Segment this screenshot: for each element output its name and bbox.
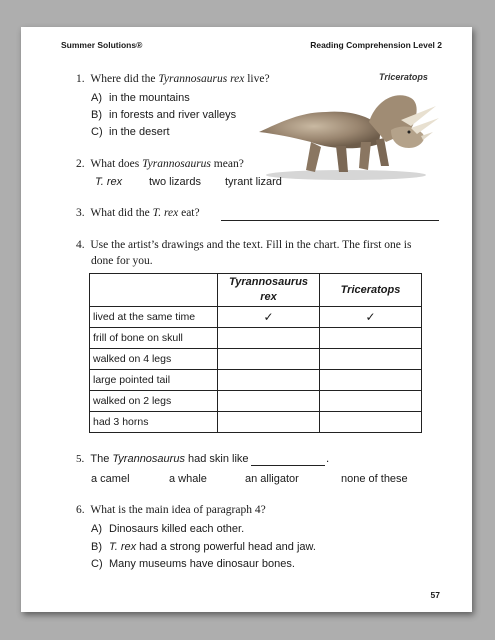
q5-choice-2[interactable]: a whale	[169, 473, 207, 485]
table-row	[90, 391, 422, 412]
answer-cell[interactable]	[320, 349, 422, 370]
question-3: 3. What did the T. rex eat?	[76, 207, 200, 219]
row-label: had 3 horns	[90, 412, 218, 433]
table-row	[90, 328, 422, 349]
q5-answer-line[interactable]	[251, 465, 325, 466]
question-4-line-1: 4. Use the artist’s drawings and the text. Fill in the chart. The first one is	[76, 239, 412, 251]
worksheet-page	[21, 27, 472, 612]
page-number: 57	[430, 590, 440, 600]
answer-cell[interactable]	[218, 328, 320, 349]
row-label: walked on 4 legs	[90, 349, 218, 370]
question-4-line-2: done for you.	[91, 255, 153, 267]
chart-header-triceratops: Triceratops	[320, 274, 422, 307]
row-label: lived at the same time	[90, 307, 218, 328]
header-section-title: Reading Comprehension Level 2	[310, 40, 442, 50]
q5-choice-4[interactable]: none of these	[341, 473, 408, 485]
chart-header-empty	[90, 274, 218, 307]
q1-option-c[interactable]: C) in the desert	[91, 126, 170, 138]
chart-header-row	[90, 274, 422, 307]
question-5: 5. The Tyrannosaurus had skin like	[76, 453, 249, 465]
answer-cell[interactable]	[218, 412, 320, 433]
answer-cell[interactable]	[320, 328, 422, 349]
answer-cell[interactable]	[320, 370, 422, 391]
table-row	[90, 412, 422, 433]
q6-option-b[interactable]: B) T. rex had a strong powerful head and jaw.	[91, 541, 316, 553]
table-row	[90, 349, 422, 370]
row-label: frill of bone on skull	[90, 328, 218, 349]
q6-option-c[interactable]: C) Many museums have dinosaur bones.	[91, 558, 295, 570]
image-caption: Triceratops	[379, 72, 428, 82]
header-book-title: Summer Solutions®	[61, 40, 143, 50]
table-row	[90, 370, 422, 391]
chart-header-t-rex: Tyrannosaurus rex	[218, 274, 320, 307]
q1-option-a[interactable]: A) in the mountains	[91, 92, 190, 104]
answer-cell[interactable]	[218, 370, 320, 391]
answer-cell[interactable]	[320, 412, 422, 433]
checkmark-icon[interactable]: ✓	[218, 307, 320, 328]
answer-cell[interactable]	[218, 391, 320, 412]
table-row	[90, 307, 422, 328]
q3-answer-line[interactable]	[221, 220, 439, 221]
question-2: 2. What does Tyrannosaurus mean?	[76, 158, 244, 170]
q5-choice-3[interactable]: an alligator	[245, 473, 299, 485]
q1-option-b[interactable]: B) in forests and river valleys	[91, 109, 237, 121]
triceratops-illustration	[251, 82, 441, 182]
row-label: walked on 2 legs	[90, 391, 218, 412]
q2-choice-1[interactable]: T. rex	[95, 176, 123, 188]
q2-choice-2[interactable]: two lizards	[149, 176, 201, 188]
answer-cell[interactable]	[320, 391, 422, 412]
row-label: large pointed tail	[90, 370, 218, 391]
answer-cell[interactable]	[218, 349, 320, 370]
question-1: 1. Where did the Tyrannosaurus rex live?	[76, 73, 270, 85]
checkmark-icon[interactable]: ✓	[320, 307, 422, 328]
q5-period: .	[326, 453, 330, 465]
comparison-chart	[89, 273, 422, 433]
q2-choice-3[interactable]: tyrant lizard	[225, 176, 282, 188]
q6-option-a[interactable]: A) Dinosaurs killed each other.	[91, 523, 245, 535]
q5-choice-1[interactable]: a camel	[91, 473, 130, 485]
question-6: 6. What is the main idea of paragraph 4?	[76, 504, 266, 516]
